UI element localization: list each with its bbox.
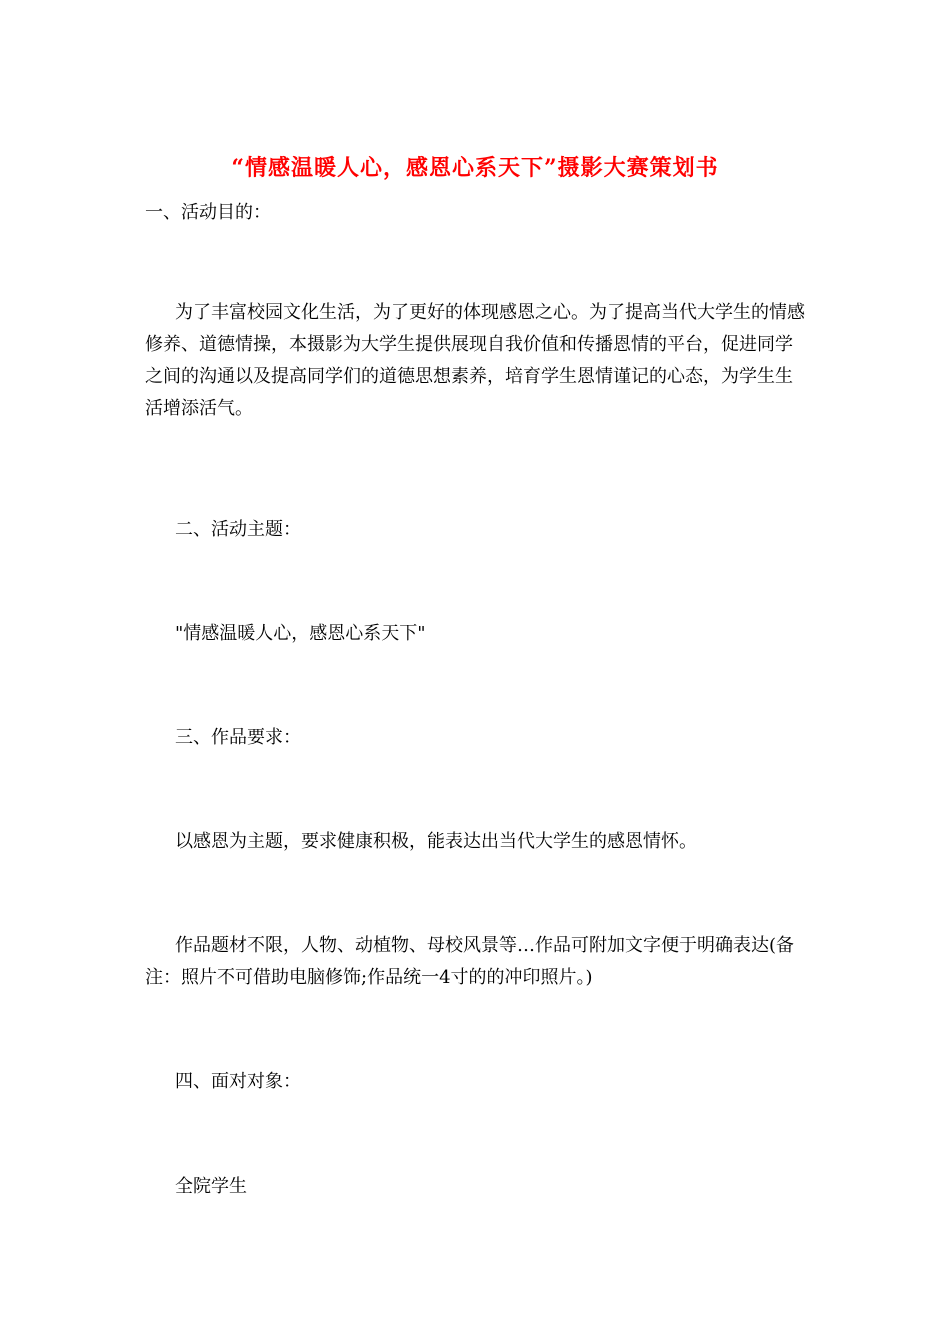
section-2-body: "情感温暖人心，感恩心系天下" (175, 623, 426, 644)
section-4-body: 全院学生 (175, 1176, 247, 1197)
section-3-heading: 三、作品要求： (175, 727, 301, 748)
section-4-heading: 四、面对对象： (175, 1071, 301, 1092)
section-3-body-2: 作品题材不限，人物、动植物、母校风景等…作品可附加文字便于明确表达(备注：照片不可借助电脑修饰;作品统一4寸的的冲印照片。) (145, 935, 795, 988)
section-3-body-1: 以感恩为主题，要求健康积极，能表达出当代大学生的感恩情怀。 (175, 831, 697, 852)
document-title: “情感温暖人心，感恩心系天下”摄影大赛策划书 (231, 155, 719, 181)
section-1-heading: 一、活动目的： (145, 202, 271, 223)
section-2-heading: 二、活动主题： (175, 519, 301, 540)
section-1-body: 为了丰富校园文化生活，为了更好的体现感恩之心。为了提高当代大学生的情感修养、道德情操，本摄影为大学生提供展现自我价值和传播恩情的平台，促进同学之间的沟通以及提高同学们的道德思想素养，培育学生恩情谨记的心态，为学生生活增添活气。 (145, 302, 805, 419)
